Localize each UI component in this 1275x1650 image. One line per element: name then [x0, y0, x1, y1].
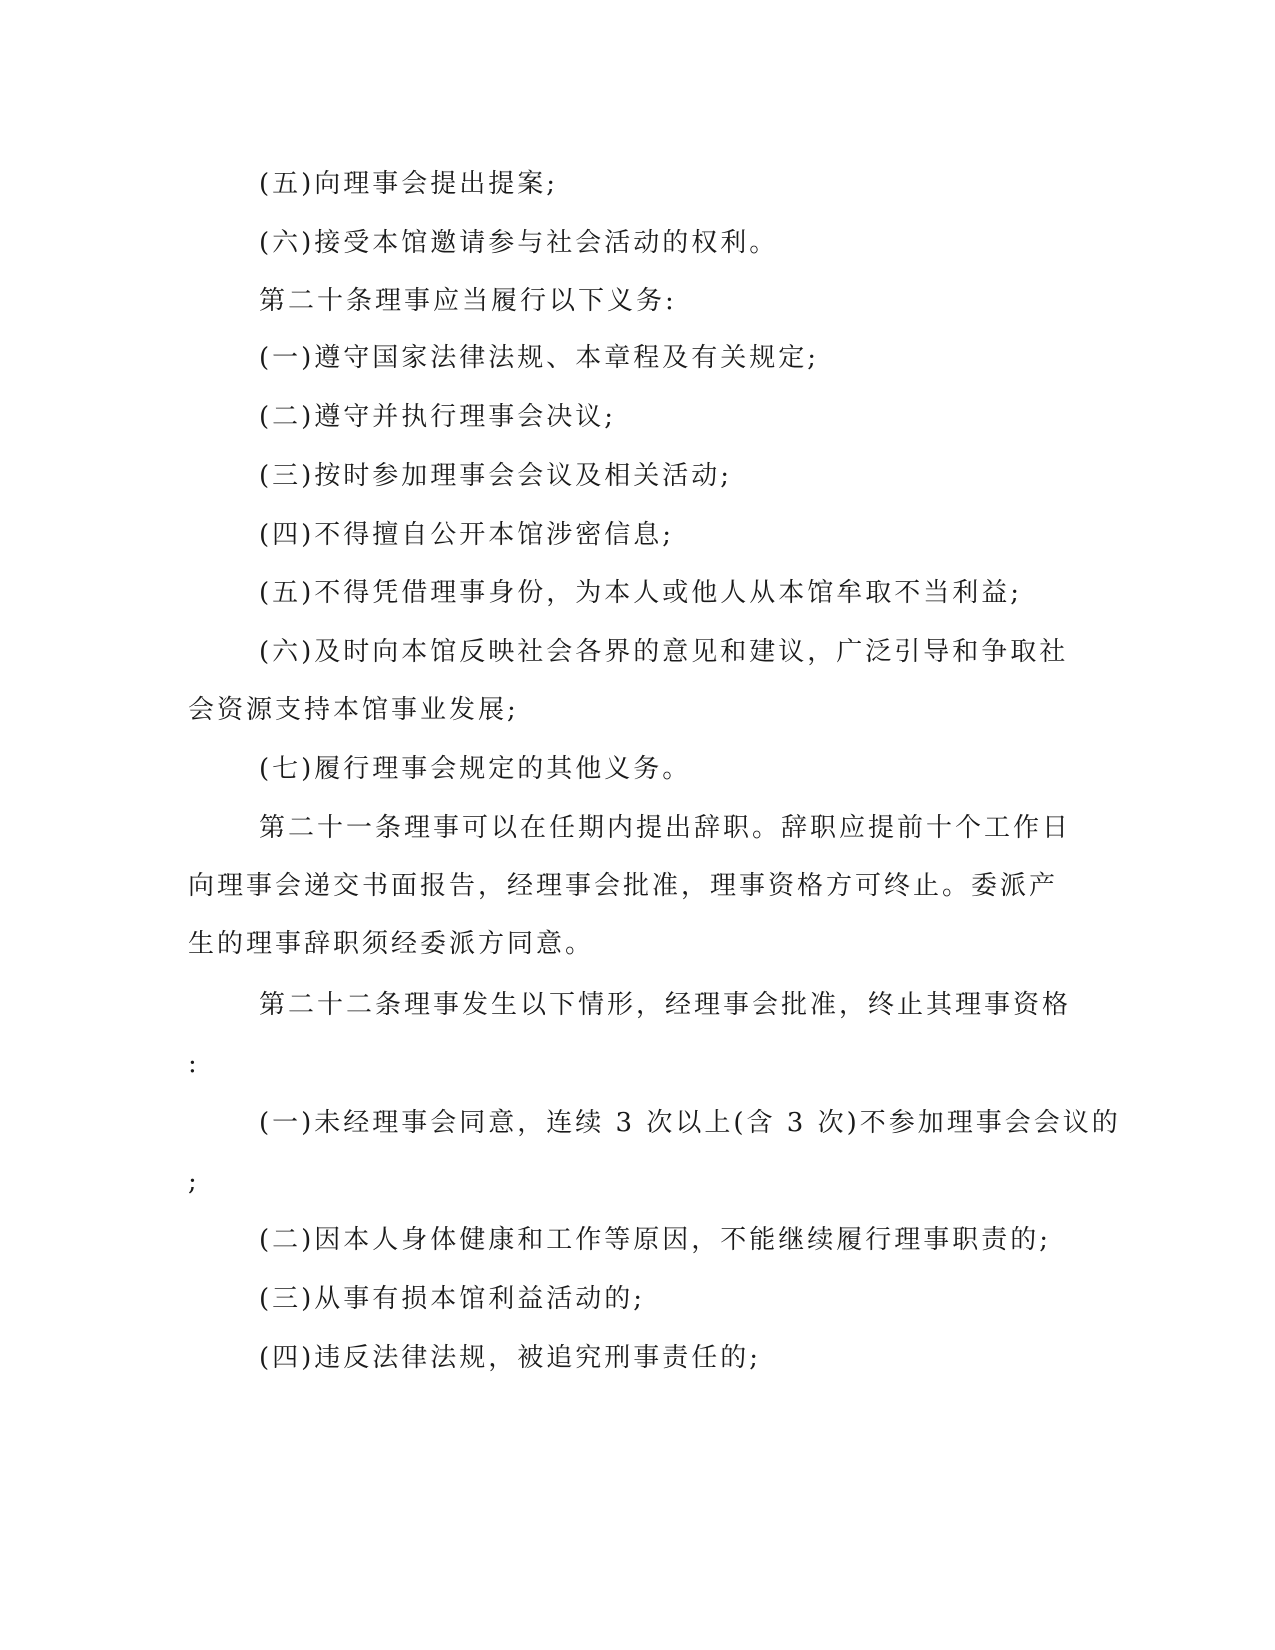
text-line: 向理事会递交书面报告，经理事会批准，理事资格方可终止。委派产 [188, 871, 1059, 901]
text-line: (二)因本人身体健康和工作等原因，不能继续履行理事职责的; [259, 1225, 1052, 1255]
text-line: (七)履行理事会规定的其他义务。 [259, 754, 692, 784]
text-line: (四)不得擅自公开本馆涉密信息; [259, 520, 675, 550]
text-line: (五)不得凭借理事身份，为本人或他人从本馆牟取不当利益; [259, 578, 1023, 608]
text-line: ; [188, 1167, 200, 1197]
text-line: (一)遵守国家法律法规、本章程及有关规定; [259, 343, 820, 373]
text-line: : [188, 1049, 200, 1079]
text-line: (五)向理事会提出提案; [259, 169, 559, 199]
section-heading-article-20: 第二十条理事应当履行以下义务: [259, 286, 677, 316]
text-line: (三)按时参加理事会会议及相关活动; [259, 461, 733, 491]
text-line: 生的理事辞职须经委派方同意。 [188, 929, 595, 959]
text-line: (一)未经理事会同意，连续 3 次以上(含 3 次)不参加理事会会议的 [259, 1108, 1121, 1138]
text-line: (二)遵守并执行理事会决议; [259, 402, 617, 432]
text-line: (六)接受本馆邀请参与社会活动的权利。 [259, 228, 779, 258]
section-heading-article-21: 第二十一条理事可以在任期内提出辞职。辞职应提前十个工作日 [259, 813, 1072, 843]
text-line: (六)及时向本馆反映社会各界的意见和建议，广泛引导和争取社 [259, 637, 1069, 667]
text-line: 会资源支持本馆事业发展; [188, 695, 519, 725]
section-heading-article-22: 第二十二条理事发生以下情形，经理事会批准，终止其理事资格 [259, 990, 1072, 1020]
text-line: (三)从事有损本馆利益活动的; [259, 1284, 646, 1314]
text-line: (四)违反法律法规，被追究刑事责任的; [259, 1343, 762, 1373]
